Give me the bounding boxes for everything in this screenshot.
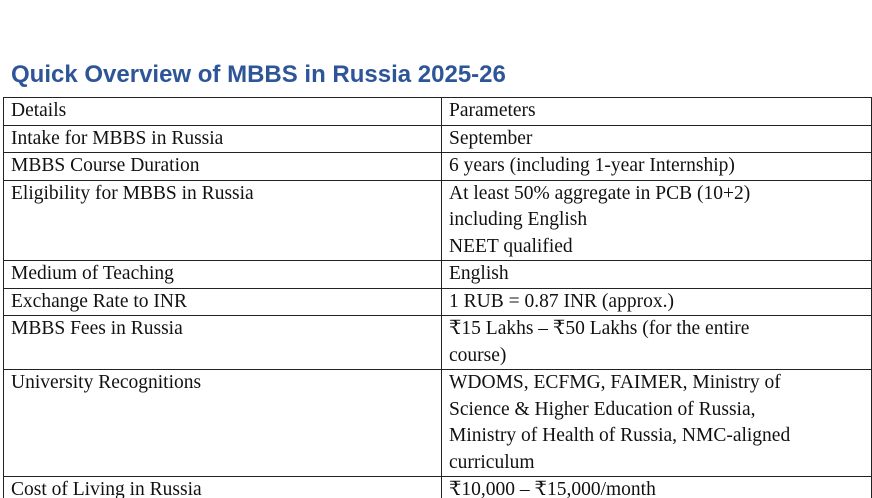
details-cell: Eligibility for MBBS in Russia — [4, 180, 442, 261]
details-cell: MBBS Fees in Russia — [4, 316, 442, 370]
details-cell: Cost of Living in Russia — [4, 477, 442, 498]
overview-table — [3, 97, 872, 498]
parameters-line: including English — [449, 209, 588, 230]
table-row — [4, 125, 872, 153]
parameters-line: curriculum — [449, 451, 535, 473]
details-cell: University Recognitions — [4, 370, 442, 477]
page-title: Quick Overview of MBBS in Russia 2025-26 — [11, 61, 506, 88]
table-row — [4, 288, 872, 316]
details-cell: Intake for MBBS in Russia — [4, 125, 442, 153]
parameters-cell — [442, 288, 872, 316]
parameters-line: 1 RUB = 0.87 INR (approx.) — [449, 290, 674, 312]
parameters-cell — [442, 125, 872, 153]
column-header-details: Details — [4, 98, 442, 126]
parameters-cell — [442, 477, 872, 498]
table-row — [4, 261, 872, 289]
details-cell: Exchange Rate to INR — [4, 288, 442, 316]
parameters-line: WDOMS, ECFMG, FAIMER, Ministry of — [449, 372, 781, 393]
parameters-line: course) — [449, 344, 507, 366]
parameters-line: September — [449, 127, 533, 149]
table-row — [4, 370, 872, 477]
parameters-line: Ministry of Health of Russia, NMC-aligned — [449, 425, 791, 446]
table-header-row — [4, 98, 872, 126]
table-row — [4, 153, 872, 181]
parameters-cell — [442, 180, 872, 261]
parameters-line: ₹15 Lakhs – ₹50 Lakhs (for the entire — [449, 318, 750, 339]
column-header-parameters: Parameters — [442, 98, 872, 126]
parameters-line: 6 years (including 1-year Internship) — [449, 155, 735, 176]
parameters-cell — [442, 153, 872, 181]
parameters-cell — [442, 261, 872, 289]
table-row — [4, 180, 872, 261]
details-cell: MBBS Course Duration — [4, 153, 442, 181]
details-cell: Medium of Teaching — [4, 261, 442, 289]
parameters-line: ₹10,000 – ₹15,000/month — [449, 479, 656, 498]
parameters-line: Science & Higher Education of Russia, — [449, 398, 756, 420]
parameters-line: At least 50% aggregate in PCB (10+2) — [449, 182, 751, 204]
table-row — [4, 316, 872, 370]
parameters-cell — [442, 370, 872, 477]
table-row — [4, 477, 872, 498]
parameters-cell — [442, 316, 872, 370]
parameters-line: NEET qualified — [449, 235, 573, 257]
parameters-line: English — [449, 263, 509, 284]
